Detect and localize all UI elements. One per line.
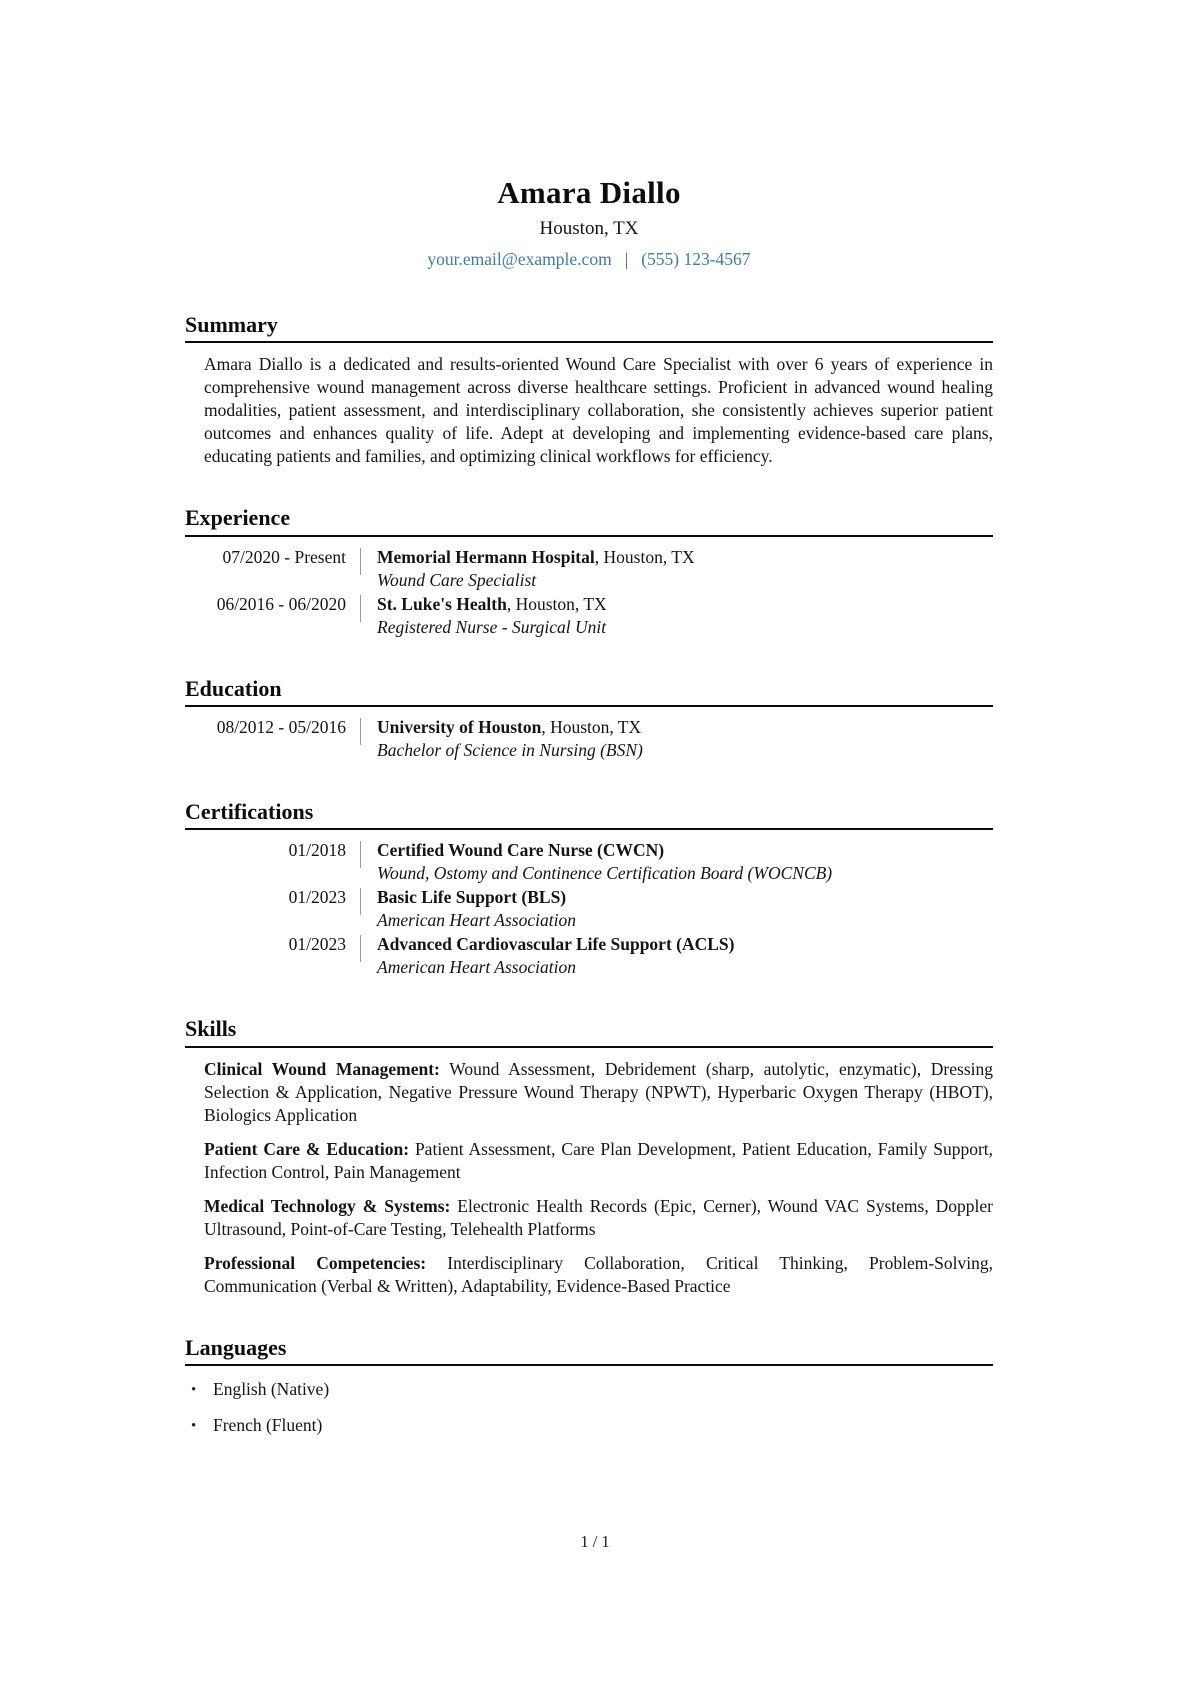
contact-separator: | (624, 248, 629, 269)
entry-location: , Houston, TX (541, 717, 642, 738)
section-title-experience: Experience (185, 505, 993, 536)
section-title-summary: Summary (185, 312, 993, 343)
entry-role: American Heart Association (377, 910, 576, 931)
entry-dates: 08/2012 - 05/2016 (185, 716, 361, 762)
entry-role: Registered Nurse - Surgical Unit (377, 616, 607, 637)
entry-dates: 01/2023 (185, 886, 361, 932)
section-certifications (185, 799, 993, 979)
entry-role: Bachelor of Science in Nursing (BSN) (377, 740, 643, 761)
language-list (189, 1378, 993, 1437)
entry-org: Certified Wound Care Nurse (CWCN) (377, 840, 665, 861)
section-skills (185, 1016, 993, 1297)
section-title-education: Education (185, 676, 993, 707)
entry-location: , Houston, TX (506, 593, 607, 614)
skill-group-text: Patient Assessment, Care Plan Development, Patient Education, Family Support, Infection Control, Pain Management (204, 1138, 994, 1182)
entry-org-line (377, 546, 993, 569)
entry-org: Advanced Cardiovascular Life Support (ACLS) (377, 934, 735, 955)
skill-group-label: Professional Competencies: (204, 1252, 427, 1273)
skill-group (204, 1058, 993, 1127)
entry-location: , Houston, TX (594, 546, 695, 567)
entry-dates: 06/2016 - 06/2020 (185, 593, 361, 639)
certification-entry (185, 886, 993, 932)
section-title-skills: Skills (185, 1016, 993, 1047)
certification-entry (185, 839, 993, 885)
entry-org: Memorial Hermann Hospital (377, 546, 595, 567)
language-item: • French (Fluent) (189, 1414, 993, 1437)
language-item: • English (Native) (189, 1378, 993, 1401)
entry-org-line (377, 593, 993, 616)
candidate-name: Amara Diallo (497, 175, 681, 210)
certification-entries (185, 839, 993, 979)
entry-org-line (377, 716, 993, 739)
entry-org: University of Houston (377, 717, 542, 738)
section-title-languages: Languages (185, 1335, 993, 1366)
entry-body (361, 933, 993, 979)
summary-text: Amara Diallo is a dedicated and results-oriented Wound Care Specialist with over 6 years of experience in comprehensive wound management across diverse healthcare settings. Proficient in advanced wound healing modalities, patient assessment, and interdisciplinary collaboration, she consistently achieves superior patient outcomes and enhances quality of life. Adept at developing and implementing evidence-based care plans, educating patients and families, and optimizing clinical workflows for efficiency. (204, 354, 993, 467)
section-title-certifications: Certifications (185, 799, 993, 830)
entry-org-line (377, 886, 993, 909)
entry-org: St. Luke's Health (377, 593, 507, 614)
skill-group (204, 1195, 993, 1241)
section-experience (185, 505, 993, 638)
experience-entry (185, 593, 993, 639)
resume-header (185, 177, 993, 269)
entry-body (361, 593, 993, 639)
section-languages (185, 1335, 993, 1437)
section-education (185, 676, 993, 762)
education-entry (185, 716, 993, 762)
skill-group-text: Wound Assessment, Debridement (sharp, autolytic, enzymatic), Dressing Selection & Application, Negative Pressure Wound Therapy (NPWT), Hyperbaric Oxygen Therapy (HBOT), Biologics Application (204, 1058, 993, 1125)
entry-role: American Heart Association (377, 957, 576, 978)
entry-role: Wound, Ostomy and Continence Certification Board (WOCNCB) (377, 863, 833, 884)
entry-org-line (377, 933, 993, 956)
certification-entry (185, 933, 993, 979)
skill-group-label: Clinical Wound Management: (204, 1058, 440, 1079)
entry-role: Wound Care Specialist (377, 569, 537, 590)
entry-body (361, 886, 993, 932)
contact-line (185, 250, 993, 269)
entry-dates: 01/2018 (185, 839, 361, 885)
skill-group (204, 1138, 993, 1184)
section-summary (185, 312, 993, 468)
skill-group-text: Electronic Health Records (Epic, Cerner), Wound VAC Systems, Doppler Ultrasound, Point-of-Care Testing, Telehealth Platforms (204, 1195, 993, 1239)
entry-body (361, 546, 993, 592)
page-indicator: 1 / 1 (580, 1532, 610, 1551)
entry-dates: 01/2023 (185, 933, 361, 979)
experience-entry (185, 546, 993, 592)
email-link[interactable]: your.email@example.com (427, 248, 612, 269)
skill-group-label: Medical Technology & Systems: (204, 1195, 451, 1216)
education-entries (185, 716, 993, 762)
phone-link[interactable]: (555) 123-4567 (641, 248, 751, 269)
entry-org-line (377, 839, 993, 862)
skill-group (204, 1252, 993, 1298)
entry-body (361, 716, 993, 762)
skill-group-text: Interdisciplinary Collaboration, Critical Thinking, Problem-Solving, Communication (Verbal & Written), Adaptability, Evidence-Based Practice (204, 1252, 993, 1296)
candidate-location: Houston, TX (539, 218, 639, 239)
entry-org: Basic Life Support (BLS) (377, 887, 567, 908)
skill-group-label: Patient Care & Education: (204, 1138, 410, 1159)
entry-body (361, 839, 993, 885)
experience-entries (185, 546, 993, 639)
entry-dates: 07/2020 - Present (185, 546, 361, 592)
